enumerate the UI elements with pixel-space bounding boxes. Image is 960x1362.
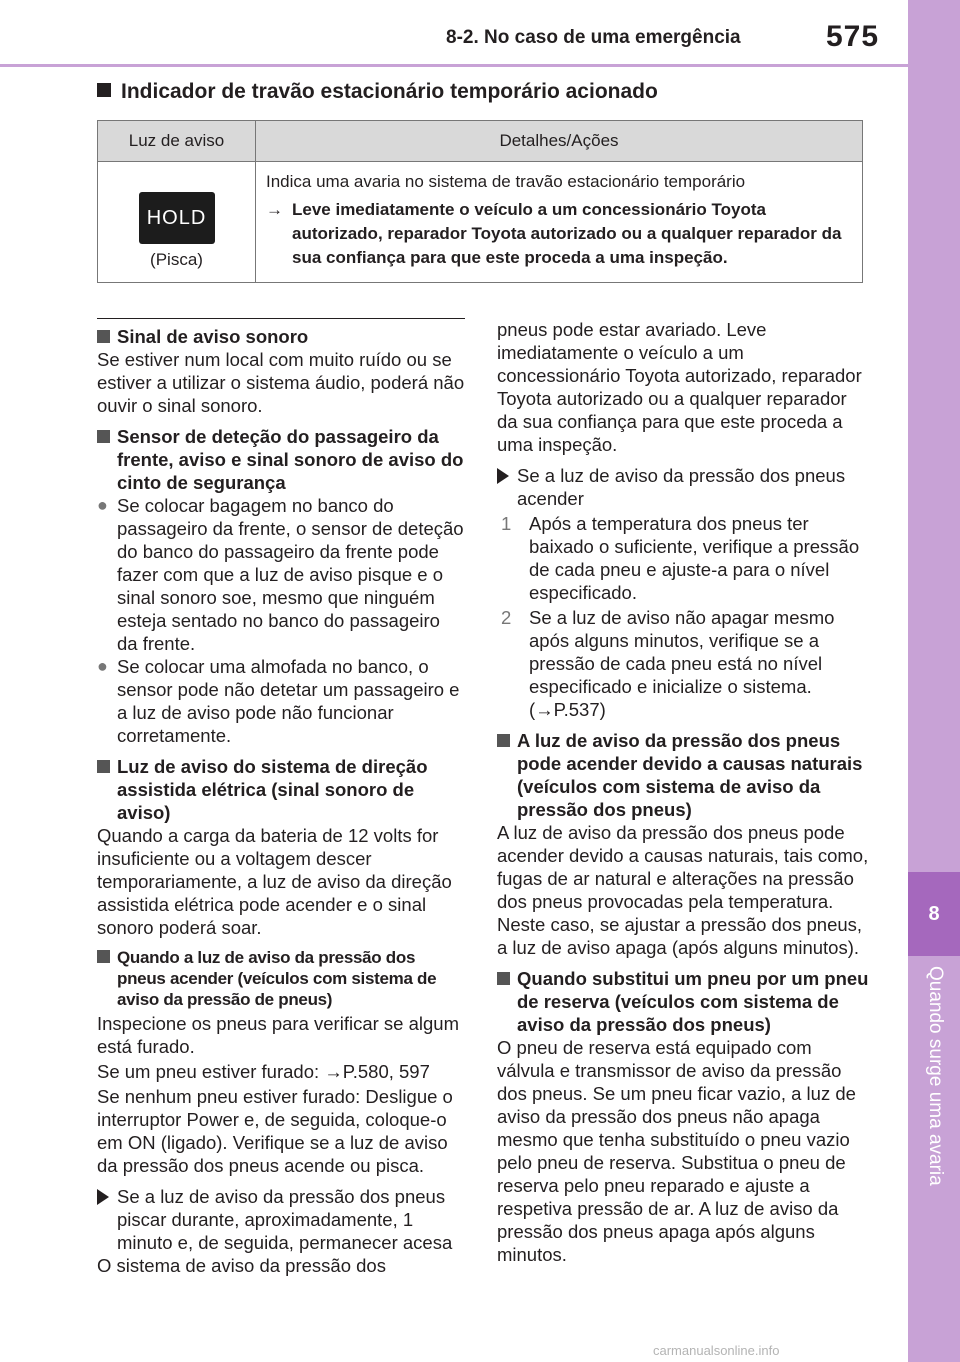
circle-bullet-icon: ● — [97, 495, 108, 515]
list-item: Se a luz de aviso da pressão dos pneus piscar durante, aproximadamente, 1 minuto e, de seguida, permanecer acesa — [97, 1185, 465, 1254]
heading-text: Indicador de travão estacionário temporário acionado — [121, 80, 658, 103]
list-item: ● Se colocar bagagem no banco do passageiro da frente, o sensor de deteção do banco do passageiro da frente pode fazer com que a luz de aviso pisque e o sinal sonoro soe, mesmo que ninguém esteja sentado no banco do passageiro da frente. — [97, 495, 464, 654]
subheading: Quando a luz de aviso da pressão dos pneus acender (veículos com sistema de aviso da pressão de pneus) — [97, 947, 465, 1010]
square-bullet-icon — [97, 83, 111, 97]
section-title: 8-2. No caso de uma emergência — [446, 27, 741, 48]
watermark: carmanualsonline.info — [653, 1343, 780, 1358]
subheading: A luz de aviso da pressão dos pneus pode acender devido a causas naturais (veículos com sistema de aviso da pressão dos pneus) — [497, 729, 869, 821]
subheading: Sinal de aviso sonoro — [97, 325, 465, 348]
paragraph: Se um pneu estiver furado: →P.580, 597 — [97, 1061, 430, 1082]
paragraph: O pneu de reserva está equipado com válvula e transmissor de aviso da pressão dos pneus. Se um pneu ficar vazio, a luz de aviso da pressão dos pneus não apaga mesmo que tenha substituído o pneu vazio pelo pneu de reserva. Substitua o pneu de reserva pelo pneu reparado e ajuste a respetiva pressão de ar. A luz de aviso da pressão dos pneus apaga após alguns minutos. — [497, 1037, 856, 1265]
list-item: ● Se colocar uma almofada no banco, o sensor pode não detetar um passageiro e a luz de aviso pode não funcionar corretamente. — [97, 656, 460, 746]
table-header-light: Luz de aviso — [98, 121, 256, 162]
chapter-number: 8 — [908, 872, 960, 956]
paragraph: Inspecione os pneus para verificar se algum está furado. — [97, 1013, 459, 1057]
chapter-side-tab — [908, 0, 960, 1362]
right-column — [497, 318, 869, 1266]
page-heading — [97, 80, 658, 104]
step-number: 2 — [501, 607, 512, 628]
warning-table — [97, 120, 863, 283]
icon-caption: (Pisca) — [150, 250, 203, 269]
warning-light-cell — [98, 162, 256, 283]
table-header-details: Detalhes/Ações — [256, 121, 863, 162]
details-cell — [256, 162, 863, 283]
step-number: 1 — [501, 513, 512, 534]
paragraph: A luz de aviso da pressão dos pneus pode acender devido a causas naturais, tais como, fugas de ar natural e alterações na pressão dos pneus provocadas pela temperatura. Neste caso, se ajustar a pressão dos pneus, a luz de aviso apaga (após alguns minutos). — [497, 822, 869, 958]
action-text: Leve imediatamente o veículo a um concessionário Toyota autorizado, reparador Toyota autorizado ou a qualquer reparador da sua confiança para que este proceda a uma inspeção. — [292, 200, 842, 267]
list-item: Se a luz de aviso da pressão dos pneus acender — [497, 464, 869, 510]
circle-bullet-icon: ● — [97, 656, 108, 676]
paragraph: Quando a carga da bateria de 12 volts for insuficiente ou a voltagem descer temporariamente, a luz de aviso da direção assistida elétrica pode acender e o sinal sonoro poderá soar. — [97, 825, 452, 938]
triangle-bullet-icon — [497, 468, 509, 484]
square-bullet-icon — [97, 430, 110, 443]
triangle-bullet-icon — [97, 1189, 109, 1205]
arrow-icon: → — [266, 200, 283, 219]
subheading: Sensor de deteção do passageiro da frente, aviso e sinal sonoro de aviso do cinto de segurança — [97, 425, 465, 494]
detail-text: Indica uma avaria no sistema de travão estacionário temporário — [266, 172, 746, 191]
square-bullet-icon — [497, 972, 510, 985]
subheading: Quando substitui um pneu por um pneu de reserva (veículos com sistema de aviso da pressão dos pneus) — [497, 967, 869, 1036]
page-number: 575 — [826, 20, 880, 53]
paragraph: pneus pode estar avariado. Leve imediatamente o veículo a um concessionário Toyota autorizado, reparador Toyota autorizado ou a qualquer reparador da sua confiança para que este proceda a uma inspeção. — [497, 319, 862, 455]
step-item: 1 Após a temperatura dos pneus ter baixado o suficiente, verifique a pressão de cada pneu e ajuste-a para o nível especificado. — [497, 512, 869, 604]
paragraph: Se nenhum pneu estiver furado: Desligue o interruptor Power e, de seguida, coloque-o em ON (ligado). Verifique se a luz de aviso da pressão dos pneus acende ou pisca. — [97, 1086, 453, 1176]
chapter-title: Quando surge uma avaria — [925, 966, 946, 1186]
square-bullet-icon — [497, 734, 510, 747]
paragraph: O sistema de aviso da pressão dos — [97, 1255, 386, 1276]
table-row — [98, 162, 863, 283]
step-item: 2 Se a luz de aviso não apagar mesmo após alguns minutos, verifique se a pressão de cada pneu está no nível especificado e inicialize o sistema. (→P.537) — [497, 606, 869, 721]
subheading: Luz de aviso do sistema de direção assistida elétrica (sinal sonoro de aviso) — [97, 755, 465, 824]
header-rule — [0, 64, 908, 67]
hold-warning-icon: HOLD — [139, 192, 215, 244]
action-item — [266, 198, 852, 270]
square-bullet-icon — [97, 330, 110, 343]
column-rule — [97, 318, 465, 319]
paragraph: Se estiver num local com muito ruído ou se estiver a utilizar o sistema áudio, poderá não ouvir o sinal sonoro. — [97, 349, 465, 416]
square-bullet-icon — [97, 760, 110, 773]
left-column — [97, 318, 465, 1277]
square-bullet-icon — [97, 950, 110, 963]
